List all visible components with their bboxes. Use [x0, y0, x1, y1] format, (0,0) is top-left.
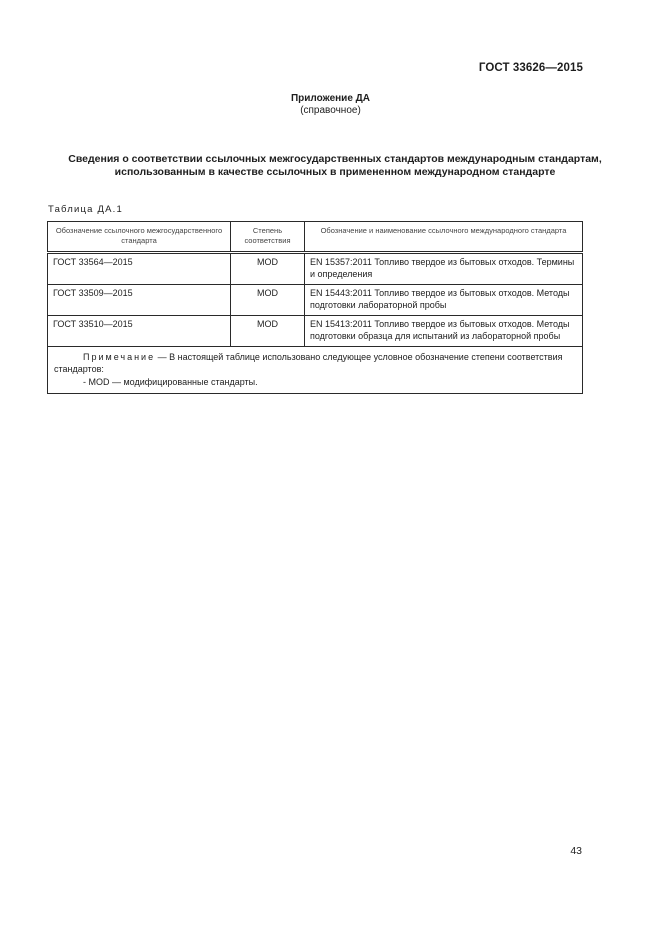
table-row: [48, 316, 583, 347]
note-item: - MOD — модифицированные стандарты.: [83, 377, 258, 387]
table-row: [48, 285, 583, 316]
annex-block: [0, 93, 661, 117]
annex-title: Приложение ДА: [290, 93, 371, 104]
cell-standard: ГОСТ 33564—2015: [48, 253, 231, 285]
annex-subtitle: (справочное): [300, 105, 361, 116]
cell-standard: ГОСТ 33509—2015: [48, 285, 231, 316]
cell-international: EN 15357:2011 Топливо твердое из бытовых отходов. Термины и определения: [305, 253, 583, 285]
column-header-international: Обозначение и наименование ссылочного международного стандарта: [305, 222, 583, 253]
column-header-degree: Степень соответствия: [231, 222, 305, 253]
cell-international: EN 15443:2011 Топливо твердое из бытовых отходов. Методы подготовки лабораторной пробы: [305, 285, 583, 316]
table-header-row: [48, 222, 583, 253]
page-number: 43: [570, 845, 582, 857]
cell-international: EN 15413:2011 Топливо твердое из бытовых отходов. Методы подготовки образца для испытаний из лабораторной пробы: [305, 316, 583, 347]
cell-standard: ГОСТ 33510—2015: [48, 316, 231, 347]
note-text: — В настоящей таблице использовано следующее условное обозначение степени соответствия стандартов:: [54, 352, 563, 374]
correspondence-table: [47, 221, 583, 394]
table-row: [48, 253, 583, 285]
cell-degree: MOD: [231, 316, 305, 347]
note-paragraph: [54, 352, 576, 375]
cell-degree: MOD: [231, 253, 305, 285]
document-code: ГОСТ 33626—2015: [478, 62, 583, 74]
table-note: [48, 347, 583, 394]
cell-degree: MOD: [231, 285, 305, 316]
table-note-row: [48, 347, 583, 394]
section-heading: Сведения о соответствии ссылочных межгосударственных стандартов международным стандартам, использованным в качестве ссылочных в примененном международном стандарте: [68, 153, 602, 178]
column-header-standard: Обозначение ссылочного межгосударственного стандарта: [48, 222, 231, 253]
table-caption: Таблица ДА.1: [48, 204, 123, 215]
note-label: Примечание: [83, 352, 156, 362]
